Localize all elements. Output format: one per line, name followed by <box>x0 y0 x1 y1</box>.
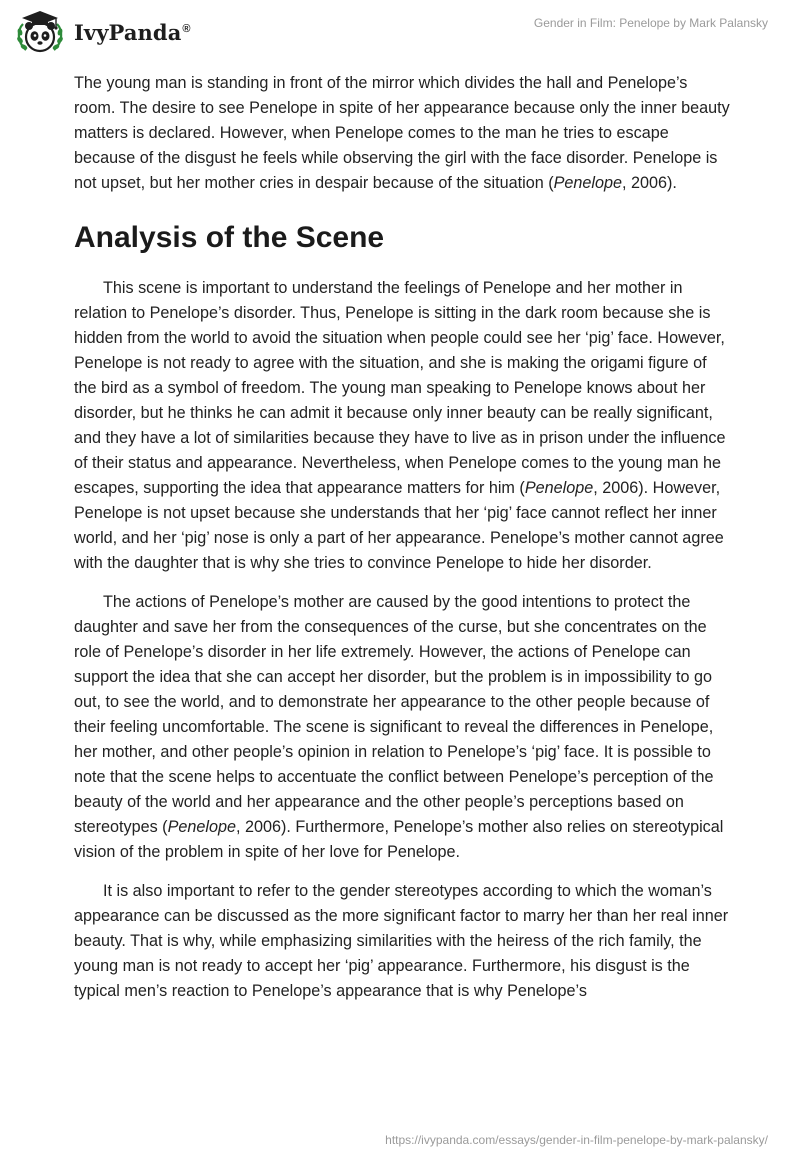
article-body <box>74 71 730 1018</box>
paragraph-1 <box>74 71 730 196</box>
registered-mark: ® <box>182 22 191 35</box>
paragraph-3-citation: Penelope <box>167 818 236 836</box>
paragraph-2 <box>74 276 730 576</box>
panda-graduate-icon <box>14 8 66 56</box>
paragraph-3-text-a: The actions of Penelope’s mother are caused by the good intentions to protect the daughter and save her from the consequences of the curse, but she concentrates on the role of Penelope’s disorder in her life extremely. However, the actions of Penelope can support the idea that she can accept her disorder, but the problem is in impossibility to go out, to see the world, and to demonstrate her appearance to the other people because of their feeling uncomfortable. The scene is significant to reveal the differences in Penelope, her mother, and other people’s opinion in relation to Penelope’s ‘pig’ face. It is possible to note that the scene helps to accentuate the conflict between Penelope’s perception of the beauty of the world and her appearance and the other people’s perceptions based on stereotypes ( <box>74 593 714 836</box>
section-heading: Analysis of the Scene <box>74 221 385 254</box>
brand-logo[interactable] <box>14 8 191 56</box>
page-header <box>0 0 800 60</box>
paragraph-4: It is also important to refer to the gender stereotypes according to which the woman’s appearance can be discussed as the more significant factor to marry her than her real inner beauty. That is why, while emphasizing similarities with the heiress of the rich family, the young man is not ready to accept her ‘pig’ appearance. Furthermore, his disgust is the typical men’s reaction to Penelope’s appearance that is why Penelope’s <box>74 882 729 1000</box>
paragraph-1-text-b: , 2006). <box>622 174 677 192</box>
paragraph-2-text-a: This scene is important to understand the feelings of Penelope and her mother in relation to Penelope’s disorder. Thus, Penelope is sitting in the dark room because she is hidden from the world to avoid the situation when people could see her ‘pig’ face. However, Penelope is not ready to agree with the situation, and she is making the origami figure of the bird as a symbol of freedom. The young man speaking to Penelope knows about her disorder, but he thinks he can admit it because only inner beauty can be really significant, and they have a lot of similarities because they have to live as in prison under the influence of their status and appearance. Nevertheless, when Penelope comes to the young man he escapes, supporting the idea that appearance matters for him ( <box>74 279 726 497</box>
brand-name <box>74 20 191 45</box>
paragraph-2-text-b: , 2006). However, Penelope is not upset because she understands that her ‘pig’ face cannot reflect her inner world, and her ‘pig’ nose is only a part of her appearance. Penelope’s mother cannot agree with the daughter that is why she tries to convince Penelope to hide her disorder. <box>74 479 724 572</box>
paragraph-3 <box>74 590 730 865</box>
document-title: Gender in Film: Penelope by Mark Palansky <box>533 16 768 30</box>
source-url[interactable]: https://ivypanda.com/essays/gender-in-film-penelope-by-mark-palansky/ <box>385 1133 768 1147</box>
paragraph-2-citation: Penelope <box>524 479 594 497</box>
paragraph-3-text-b: , 2006). Furthermore, Penelope’s mother also relies on stereotypical vision of the problem in spite of her love for Penelope. <box>74 818 724 861</box>
paragraph-1-citation: Penelope <box>553 174 623 192</box>
brand-name-text: IvyPanda <box>74 19 182 45</box>
paragraph-1-text-a: The young man is standing in front of the mirror which divides the hall and Penelope’s room. The desire to see Penelope in spite of her appearance because only the inner beauty matters is declared. However, when Penelope comes to the man he tries to escape because of the disgust he feels while observing the girl with the face disorder. Penelope is not upset, but her mother cries in despair because of the situation ( <box>74 74 730 192</box>
